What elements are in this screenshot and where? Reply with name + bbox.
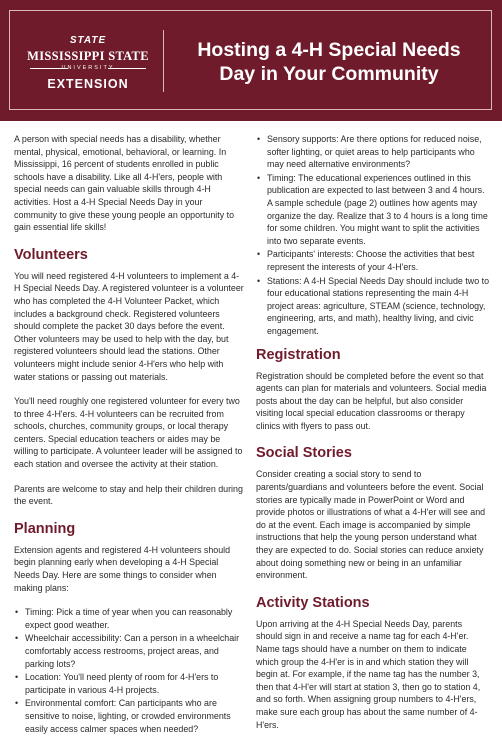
registration-heading: Registration — [256, 346, 341, 363]
logo-extension: EXTENSION — [47, 77, 129, 91]
page-title — [170, 38, 488, 86]
social-stories-heading: Social Stories — [256, 445, 352, 462]
header-banner — [0, 0, 502, 121]
logo-university: UNIVERSITY — [16, 65, 160, 71]
list-item: • Timing: Pick a time of year when you can reasonably expect good weather. — [14, 606, 245, 631]
list-item: • Location: You'll need plenty of room for 4-H'ers to participate in various 4-H projects. — [14, 671, 245, 696]
volunteers-paragraph-3: Parents are welcome to stay and help their children during the event. — [14, 483, 243, 507]
right-column — [256, 133, 490, 731]
activity-stations-heading: Activity Stations — [256, 594, 370, 611]
intro-paragraph: A person with special needs has a disability, whether mental, physical, emotional, behavioral, or learning. In Mississippi, 16 percent of students enrolled in public schools have a disability. Like all 4-H'ers, people with special needs can gain valuable skills through 4-H activities. Host a 4-H Special Needs Day in your community to give these young people an opportunity to gain essential life skills! — [14, 134, 235, 233]
social-stories-paragraph: Consider creating a social story to send to parents/guardians and volunteers before the event. Social stories are typically made in PowerPoint or Word and provide photos or illustrations of what a 4-H'er will see and do at the event. Each image is accompanied by simple instructions that help the young person understand what they are expected to do. Social stories can reduce anxiety about doing something new or being in an unfamiliar environment. — [256, 469, 486, 581]
planning-paragraph: Extension agents and registered 4-H volunteers should begin planning early when developing a 4-H Special Needs Day. Here are some things to consider when making plans: — [14, 544, 231, 593]
planning-list-continued — [256, 133, 490, 338]
msu-extension-logo — [16, 35, 160, 91]
list-item: • Timing: The educational experiences outlined in this publication are expected to last between 3 and 4 hours. A sample schedule (page 2) outlines how agents may organize the day. Realize that 3 to 4 hours is a long time for some children. You might want to split the activities into two separate events. — [256, 172, 490, 248]
logo-mark: STATE — [69, 35, 107, 46]
list-item: • Sensory supports: Are there options for reduced noise, softer lighting, or quiet areas to help participants who may need alternative environments? — [256, 133, 490, 171]
header-divider — [163, 30, 164, 92]
left-column — [14, 133, 245, 736]
logo-name: MISSISSIPPI STATE — [27, 49, 149, 63]
list-item: • Environmental comfort: Can participants who are sensitive to noise, lighting, or crowded environments easily access calmer spaces when needed? — [14, 697, 245, 735]
volunteers-heading: Volunteers — [14, 246, 88, 263]
volunteers-paragraph-2: You'll need roughly one registered volunteer for every two to three 4-H'ers. 4-H volunteers can be recruited from schools, churches, community groups, or local therapy centers. Special education teachers or aides may be willing to participate. A volunteer leader will be assigned to each station and oversee the activity at their station. — [14, 396, 243, 470]
list-item: • Wheelchair accessibility: Can a person in a wheelchair comfortably access restrooms, project areas, and parking lots? — [14, 632, 245, 670]
planning-heading: Planning — [14, 520, 76, 537]
list-item: • Stations: A 4-H Special Needs Day should include two to four educational stations representing the main 4-H project areas: agriculture, STEAM (science, technology, engineering, arts, and math), healthy living, and civic engagement. — [256, 275, 490, 338]
title-line-2: Day in Your Community — [219, 63, 439, 85]
list-item: • Participants' interests: Choose the activities that best represent the interests of your 4-H'ers. — [256, 248, 490, 273]
title-line-1: Hosting a 4-H Special Needs — [197, 39, 461, 61]
volunteers-paragraph-1: You will need registered 4-H volunteers to implement a 4-H Special Needs Day. A registered volunteer is a volunteer who has completed the 4-H Volunteer Packet, which includes a background check. Registered volunteers should complete the packet 30 days before the event. Other volunteers may be used to help with the day, but registered volunteers should lead the stations. Other volunteers might include senior 4-H'ers who help with water stations or passing out materials. — [14, 270, 244, 382]
activity-stations-paragraph: Upon arriving at the 4-H Special Needs Day, parents should sign in and receive a name tag for each 4-H'er. Name tags should have a number on them to indicate which group the 4-H'er is in and which station they will begin at. For example, if the name tag has the number 3, then that 4-H'er will start at station 3, then go to station 4, and so forth. When assigning group numbers to 4-H'ers, make sure each group has about the same number of 4-H'ers. — [256, 618, 481, 730]
registration-paragraph: Registration should be completed before the event so that agents can plan for materials and volunteers. Social media posts about the day can be helpful, but also consider visiting local special education classrooms or therapy clinics with flyers to pass out. — [256, 370, 487, 431]
planning-list — [14, 606, 245, 735]
